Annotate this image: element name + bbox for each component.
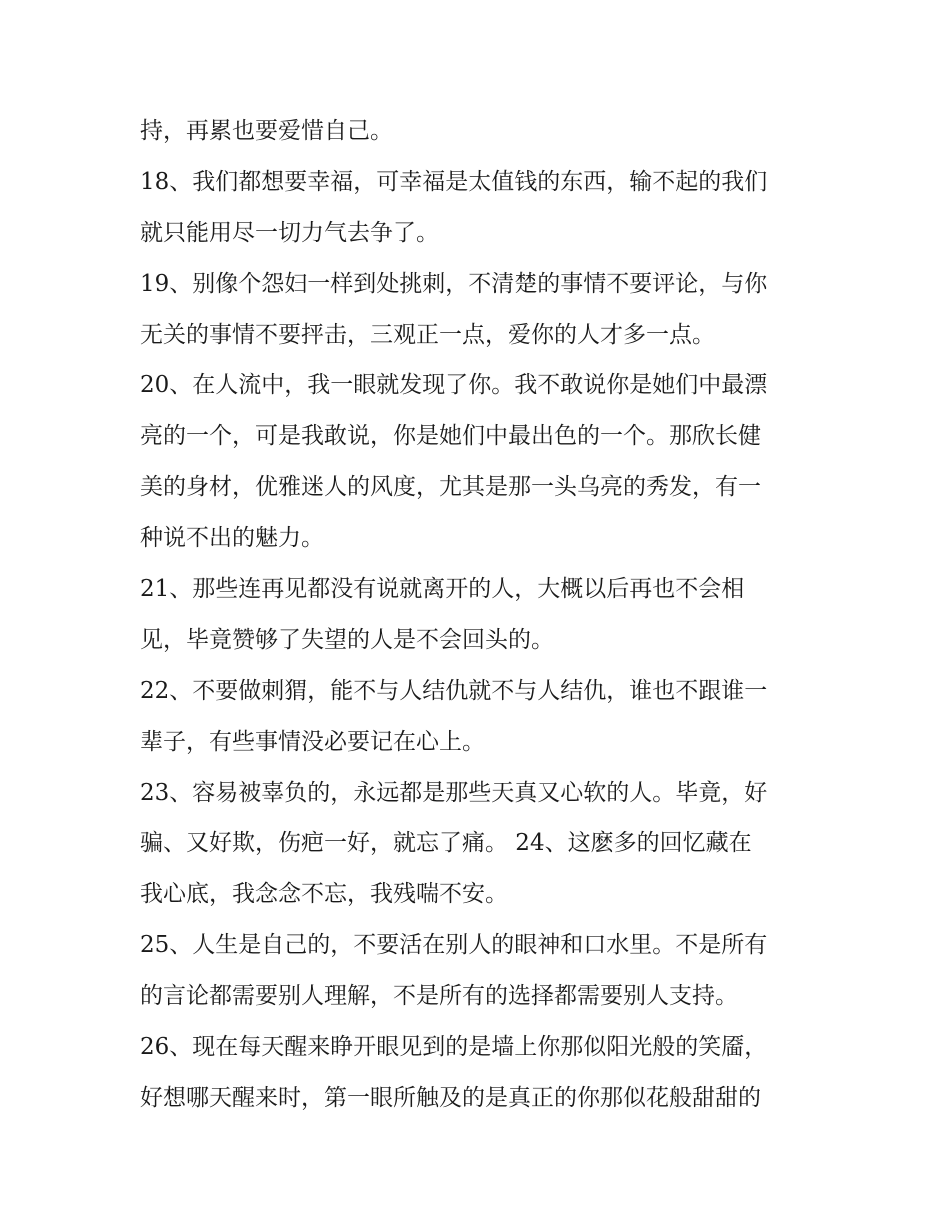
text-line: 亮的一个，可是我敢说，你是她们中最出色的一个。那欣长健	[140, 423, 761, 450]
text-line: 我心底，我念念不忘，我残喘不安。	[140, 881, 508, 908]
text-line: 22、不要做刺猬，能不与人结仇就不与人结仇，谁也不跟谁一	[140, 677, 768, 704]
text-line: 持，再累也要爱惜自己。	[140, 118, 393, 144]
text-line: 见，毕竟赞够了失望的人是不会回头的。	[140, 626, 554, 653]
text-line: 25、人生是自己的，不要活在别人的眼神和口水里。不是所有	[140, 932, 768, 959]
text-line: 无关的事情不要抨击，三观正一点，爱你的人才多一点。	[140, 321, 715, 348]
text-line: 19、别像个怨妇一样到处挑刺，不清楚的事情不要评论，与你	[140, 270, 768, 297]
text-line: 辈子，有些事情没必要记在心上。	[140, 728, 485, 755]
text-line: 26、现在每天醒来睁开眼见到的是墙上你那似阳光般的笑靥，	[140, 1034, 768, 1061]
text-line: 23、容易被辜负的，永远都是那些天真又心软的人。毕竟，好	[140, 779, 768, 806]
text-line: 就只能用尽一切力气去争了。	[140, 219, 439, 246]
text-line: 的言论都需要别人理解，不是所有的选择都需要别人支持。	[140, 983, 738, 1010]
text-line: 18、我们都想要幸福，可幸福是太值钱的东西，输不起的我们	[140, 168, 768, 195]
text-line: 21、那些连再见都没有说就离开的人，大概以后再也不会相	[140, 576, 745, 603]
text-line: 美的身材，优雅迷人的风度，尤其是那一头乌亮的秀发，有一	[140, 474, 761, 501]
text-line: 好想哪天醒来时，第一眼所触及的是真正的你那似花般甜甜的	[140, 1084, 761, 1111]
text-line: 种说不出的魅力。	[140, 525, 324, 552]
text-line: 20、在人流中，我一眼就发现了你。我不敢说你是她们中最漂	[140, 372, 768, 399]
text-line: 骗、又好欺，伤疤一好，就忘了痛。 24、这麽多的回忆藏在	[140, 830, 752, 857]
body-text	[140, 106, 820, 1124]
